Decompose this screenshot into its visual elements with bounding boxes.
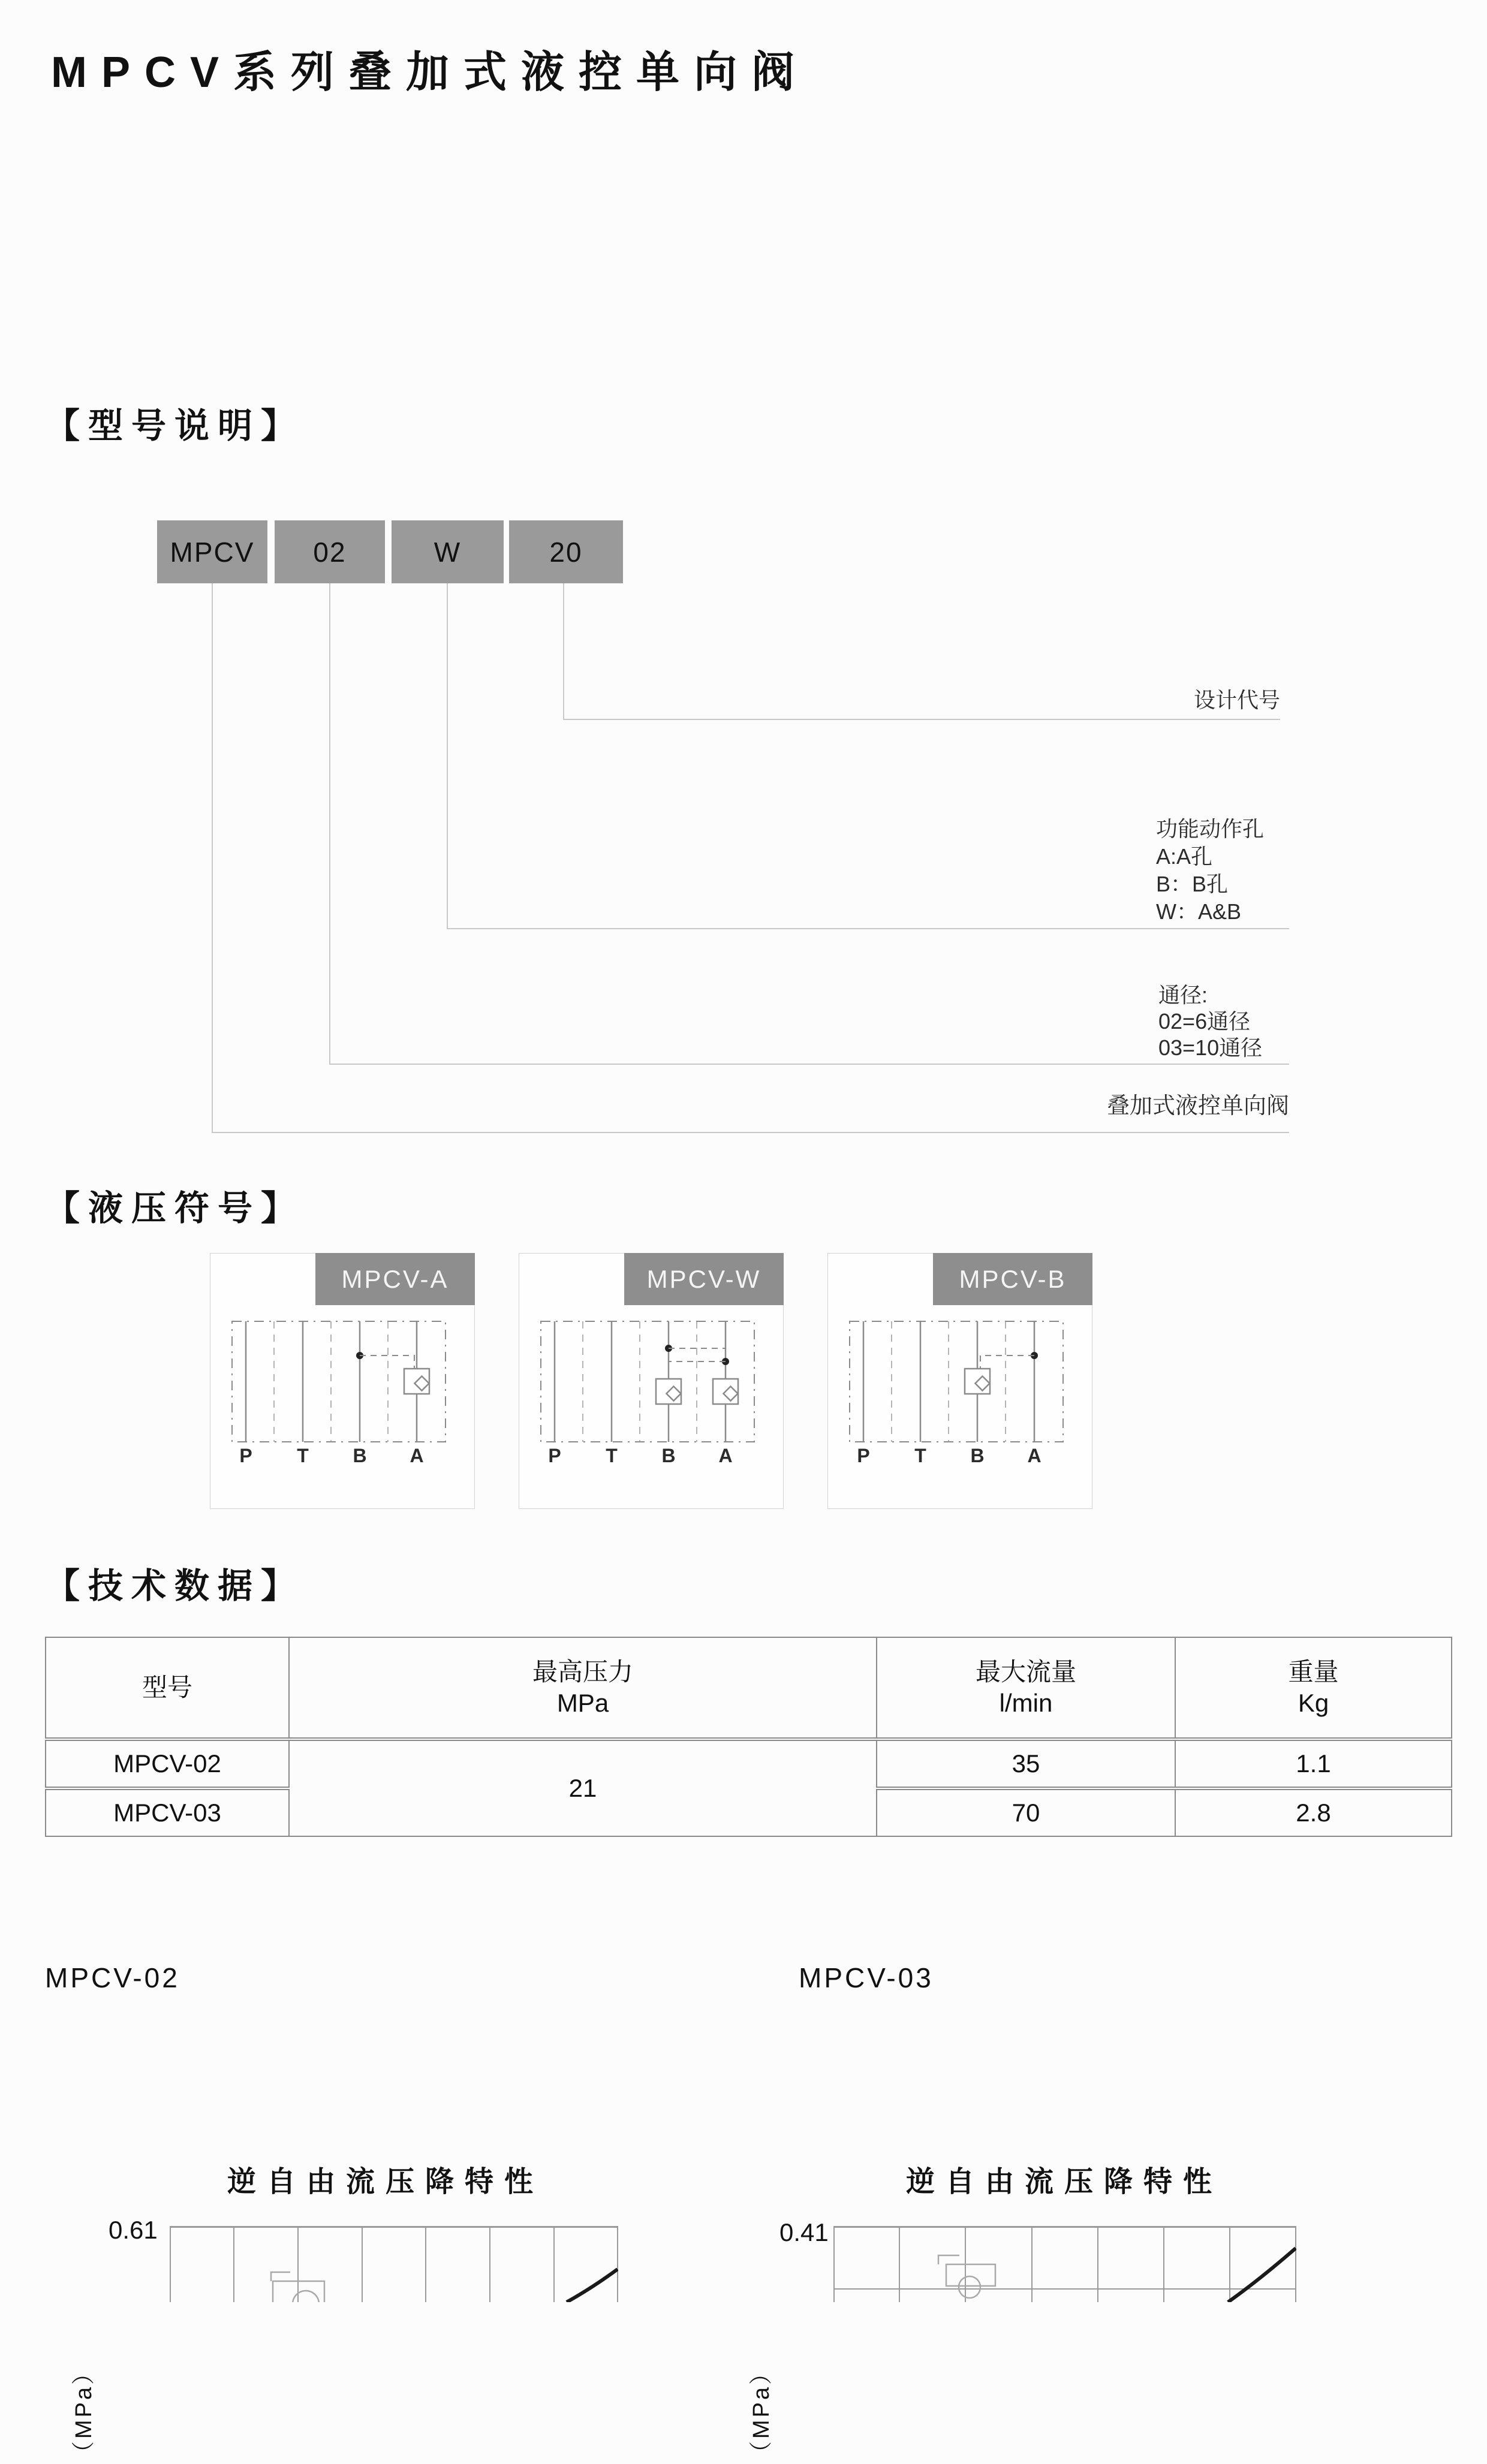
leader-rule-series	[212, 1132, 1289, 1133]
model-code-box-function: W	[392, 520, 504, 583]
y-axis-label-right: （MPa）	[749, 2359, 774, 2464]
symbol-card-title: MPCV-W	[624, 1253, 784, 1305]
leader-line-design	[563, 583, 564, 720]
hydraulic-symbol-mpcv-a	[221, 1308, 464, 1499]
port-label-a: A	[410, 1445, 424, 1466]
symbol-card-mpcv-w	[519, 1253, 784, 1509]
symbol-card-title: MPCV-B	[933, 1253, 1092, 1305]
leader-rule-size	[329, 1064, 1289, 1065]
port-label-b: B	[661, 1445, 676, 1466]
symbol-card-title: MPCV-A	[315, 1253, 475, 1305]
cell-model: MPCV-02	[46, 1739, 289, 1788]
model-code-box-design: 20	[509, 520, 623, 583]
port-label-t: T	[606, 1445, 618, 1466]
port-label-a: A	[718, 1445, 733, 1466]
port-label-b: B	[353, 1445, 367, 1466]
model-code-box-series: MPCV	[157, 520, 267, 583]
y-axis-label-left: （MPa）	[71, 2359, 97, 2464]
cell-pressure-merged: 21	[289, 1739, 877, 1836]
annotation-function-port-line: W：A&B	[1156, 899, 1242, 924]
port-label-p: P	[857, 1445, 870, 1466]
symbol-section-heading: 【液压符号】	[45, 1189, 305, 1228]
annotation-design-code: 设计代号	[1193, 688, 1280, 712]
annotation-valve-name: 叠加式液控单向阀	[1106, 1094, 1289, 1119]
symbol-card-mpcv-a	[210, 1253, 475, 1509]
chart-model-label-right: MPCV-03	[799, 1962, 934, 1993]
leader-line-size	[329, 583, 330, 1065]
port-label-p: P	[239, 1445, 252, 1466]
pressure-drop-curve	[1228, 2248, 1296, 2302]
model-section-heading: 【型号说明】	[45, 406, 305, 445]
leader-rule-function	[447, 928, 1289, 929]
pilot-line	[360, 1355, 414, 1369]
tech-data-table	[45, 1637, 1452, 1837]
pilot-line	[980, 1355, 1034, 1369]
cell-flow: 70	[877, 1788, 1175, 1836]
chart-plot-left	[170, 2226, 618, 2302]
annotation-function-port	[1156, 815, 1264, 926]
chart-title-right: 逆自由流压降特性	[905, 2166, 1223, 2198]
cell-weight: 1.1	[1175, 1739, 1452, 1788]
annotation-diameter	[1158, 982, 1262, 1061]
symbol-card-mpcv-b	[827, 1253, 1092, 1509]
page-title: MPCV系列叠加式液控单向阀	[51, 49, 809, 97]
inset-valve-glyph	[938, 2255, 995, 2298]
annotation-diameter-line: 02=6通径	[1158, 1009, 1251, 1034]
chart-plot-right	[833, 2226, 1296, 2302]
port-label-t: T	[297, 1445, 309, 1466]
chart-title-left: 逆自由流压降特性	[227, 2166, 544, 2198]
cell-model: MPCV-03	[46, 1788, 289, 1836]
port-label-p: P	[548, 1445, 561, 1466]
col-header-pressure: 最高压力 MPa	[289, 1637, 877, 1739]
hydraulic-symbol-mpcv-b	[839, 1308, 1082, 1499]
annotation-function-port-line: A:A孔	[1156, 844, 1213, 869]
y-tick-right: 0.41	[779, 2218, 829, 2246]
annotation-function-port-line: 功能动作孔	[1156, 817, 1265, 841]
tech-section-heading: 【技术数据】	[45, 1567, 305, 1605]
pressure-drop-curve	[567, 2269, 618, 2302]
port-label-b: B	[970, 1445, 985, 1466]
port-label-a: A	[1027, 1445, 1041, 1466]
hydraulic-symbol-mpcv-w	[530, 1308, 773, 1499]
leader-rule-design	[563, 719, 1280, 720]
cell-flow: 35	[877, 1739, 1175, 1788]
port-label-t: T	[914, 1445, 926, 1466]
table-header-row	[46, 1637, 1452, 1739]
cell-weight: 2.8	[1175, 1788, 1452, 1836]
table-row-mpcv02	[46, 1739, 1452, 1788]
col-header-flow: 最大流量 l/min	[877, 1637, 1175, 1739]
chart-model-label-left: MPCV-02	[45, 1962, 180, 1993]
model-code-box-size: 02	[275, 520, 385, 583]
annotation-diameter-line: 03=10通径	[1158, 1035, 1263, 1060]
annotation-function-port-line: B：B孔	[1156, 872, 1229, 896]
y-tick-left: 0.61	[109, 2216, 158, 2244]
col-header-model: 型号	[46, 1637, 289, 1739]
annotation-diameter-line: 通径:	[1158, 983, 1208, 1007]
leader-line-series	[212, 583, 213, 1133]
col-header-weight: 重量 Kg	[1175, 1637, 1452, 1739]
leader-line-function	[447, 583, 448, 929]
